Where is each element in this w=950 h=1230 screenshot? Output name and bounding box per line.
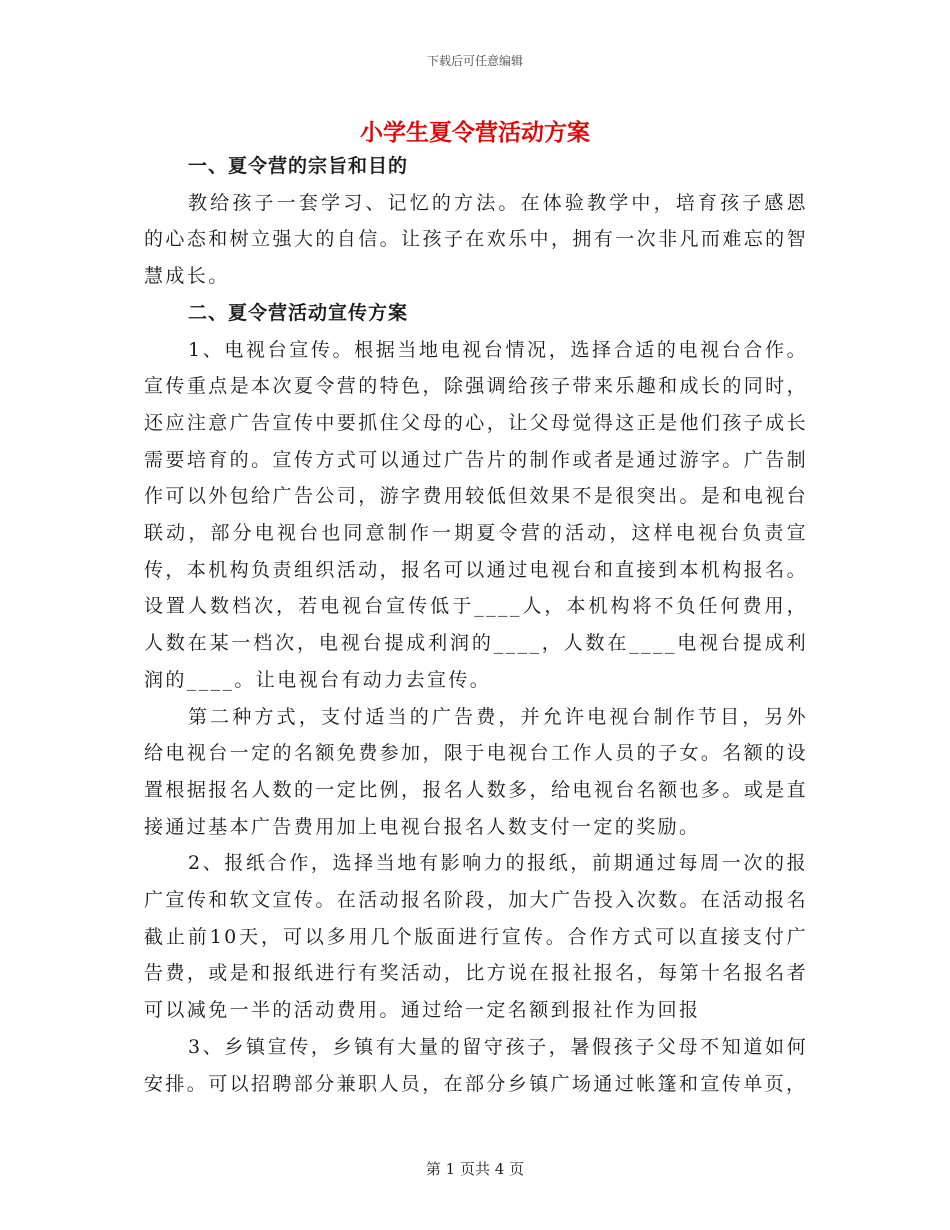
section-heading: 二、夏令营活动宣传方案: [188, 301, 409, 324]
paragraph: 3、乡镇宣传，乡镇有大量的留守孩子，暑假孩子父母不知道如何安排。可以招聘部分兼职人员，在部分乡镇广场通过帐篷和宣传单页，: [144, 1035, 808, 1095]
header-note: 下载后可任意编辑: [426, 54, 523, 68]
paragraph: 第二种方式，支付适当的广告费，并允许电视台制作节目，另外给电视台一定的名额免费参加，限于电视台工作人员的子女。名额的设置根据报名人数的一定比例，报名人数多，给电视台名额也多。或是直接通过基本广告费用加上电视台报名人数支付一定的奖励。: [144, 705, 808, 838]
paragraph: 2、报纸合作，选择当地有影响力的报纸，前期通过每周一次的报广宣传和软文宣传。在活动报名阶段，加大广告投入次数。在活动报名截止前10天，可以多用几个版面进行宣传。合作方式可以直接支付广告费，或是和报纸进行有奖活动，比方说在报社报名，每第十名报名者可以减免一半的活动费用。通过给一定名额到报社作为回报: [144, 852, 808, 1022]
document-body: [144, 148, 808, 1102]
page-footer: 第 1 页共 4 页: [425, 1160, 525, 1178]
section-heading: 一、夏令营的宗旨和目的: [188, 155, 409, 177]
paragraph: 1、电视台宣传。根据当地电视台情况，选择合适的电视台合作。宣传重点是本次夏令营的特色，除强调给孩子带来乐趣和成长的同时，还应注意广告宣传中要抓住父母的心，让父母觉得这正是他们孩子成长需要培育的。宣传方式可以通过广告片的制作或者是通过游字。广告制作可以外包给广告公司，游字费用较低但效果不是很突出。是和电视台联动，部分电视台也同意制作一期夏令营的活动，这样电视台负责宣传，本机构负责组织活动，报名可以通过电视台和直接到本机构报名。设置人数档次，若电视台宣传低于____人，本机构将不负任何费用，人数在某一档次，电视台提成利润的____，人数在____电视台提成利润的____。让电视台有动力去宣传。: [144, 338, 808, 691]
document-title: 小学生夏令营活动方案: [360, 120, 590, 146]
paragraph: 教给孩子一套学习、记忆的方法。在体验教学中，培育孩子感恩的心态和树立强大的自信。让孩子在欢乐中，拥有一次非凡而难忘的智慧成长。: [144, 191, 808, 288]
